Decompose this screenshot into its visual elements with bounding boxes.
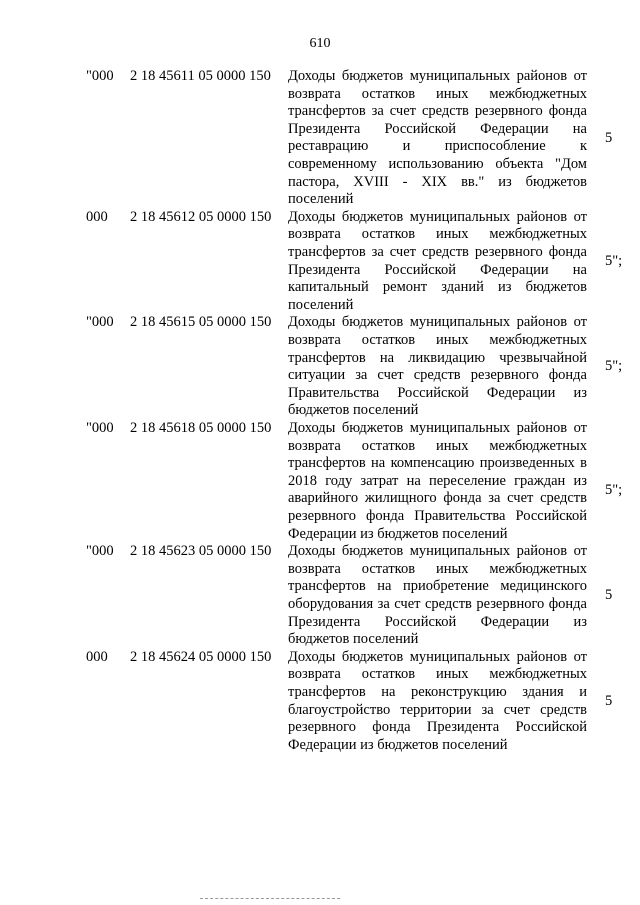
row-value: 5";: [605, 358, 623, 375]
table-row: [0, 543, 640, 649]
revenue-description: Доходы бюджетов муниципальных районов от возврата остатков иных межбюджетных трансфертов на реконструкцию здания и благоустройство территории за счет средств резервного фонда Президента Российской Федерации из бюджетов поселений: [288, 648, 587, 753]
row-value: 5";: [605, 481, 623, 498]
budget-classification-code: 2 18 45623 05 0000 150: [130, 543, 272, 560]
row-value: 5: [605, 129, 613, 146]
row-value: 5: [605, 587, 613, 604]
row-value-cell: [587, 209, 640, 271]
table-row: [0, 649, 640, 755]
row-value-cell: [587, 420, 640, 499]
scan-edge-marks: [200, 898, 340, 902]
page-number: 610: [309, 36, 331, 51]
budget-classification-code: 2 18 45615 05 0000 150: [130, 314, 272, 331]
revenue-code-table: [0, 68, 640, 754]
admin-code: "000: [86, 419, 114, 436]
table-row: [0, 314, 640, 420]
revenue-description: Доходы бюджетов муниципальных районов от возврата остатков иных межбюджетных трансфертов на компенсацию произведенных в 2018 году затрат на переселение граждан из аварийного жилищного фонда за счет средств резервного фонда Правительства Российской Федерации из бюджетов поселений: [288, 419, 587, 542]
budget-classification-code: 2 18 45624 05 0000 150: [130, 648, 272, 665]
admin-code: "000: [86, 543, 114, 560]
row-value-cell: [587, 649, 640, 711]
revenue-description: Доходы бюджетов муниципальных районов от возврата остатков иных межбюджетных трансфертов на приобретение медицинского оборудования за счет средств резервного фонда Президента Российской Федерации из бюджетов поселений: [288, 543, 587, 648]
budget-classification-code: 2 18 45612 05 0000 150: [130, 208, 272, 225]
admin-code: 000: [86, 648, 108, 665]
row-value-cell: [587, 314, 640, 376]
admin-code: 000: [86, 208, 108, 225]
admin-code: "000: [86, 68, 114, 84]
budget-classification-code: 2 18 45618 05 0000 150: [130, 419, 272, 436]
row-value: 5";: [605, 252, 623, 269]
admin-code: "000: [86, 314, 114, 331]
row-value-cell: [587, 543, 640, 605]
budget-classification-code: 2 18 45611 05 0000 150: [130, 68, 271, 84]
row-value: 5: [605, 692, 613, 709]
revenue-description: Доходы бюджетов муниципальных районов от возврата остатков иных межбюджетных трансфертов за счет средств резервного фонда Президента Российской Федерации на реставрацию и приспособление к современному использованию объекта "Дом пастора, XVIII - XIX вв." из бюджетов поселений: [288, 68, 587, 208]
table-row: [0, 68, 640, 209]
table-row: [0, 209, 640, 315]
revenue-description: Доходы бюджетов муниципальных районов от возврата остатков иных межбюджетных трансфертов за счет средств резервного фонда Президента Российской Федерации на капитальный ремонт зданий из бюджетов поселений: [288, 208, 587, 313]
table-row: [0, 420, 640, 543]
revenue-description: Доходы бюджетов муниципальных районов от возврата остатков иных межбюджетных трансфертов на ликвидацию чрезвычайной ситуации за счет средств резервного фонда Правительства Российской Федерации из бюджетов поселений: [288, 314, 587, 419]
row-value-cell: [587, 68, 640, 147]
